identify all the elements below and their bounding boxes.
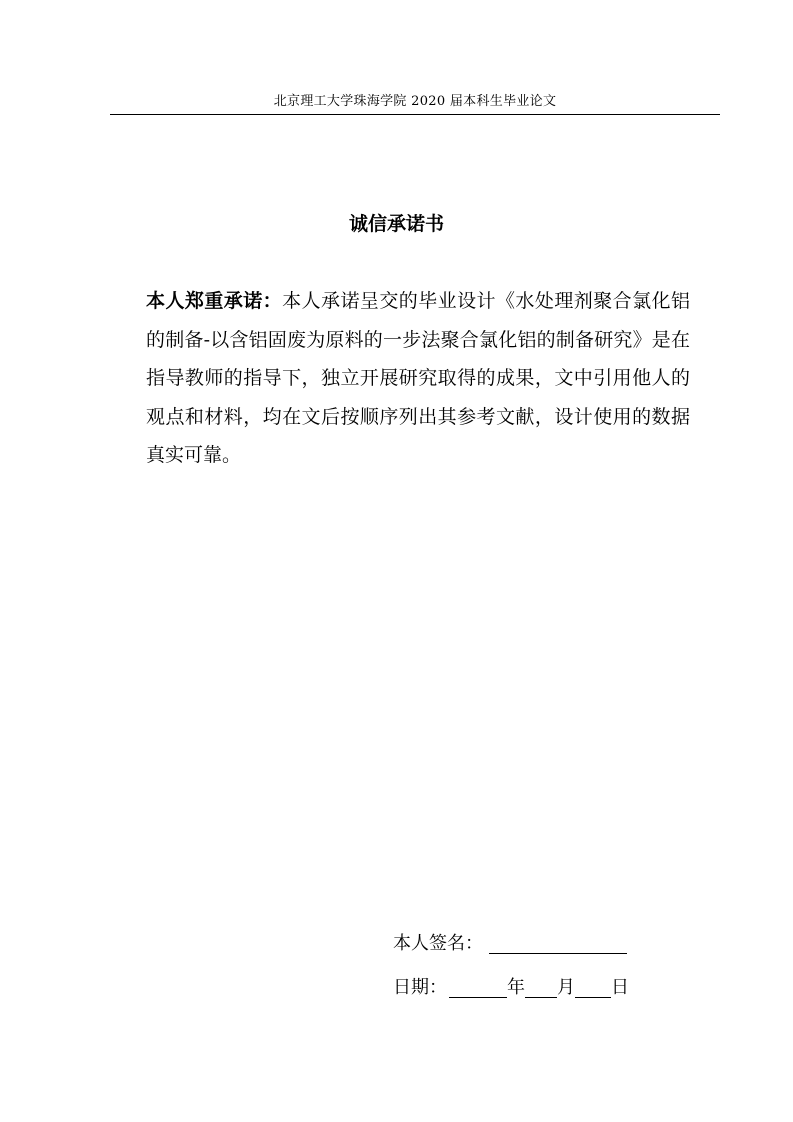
page-header: 北京理工大学珠海学院 2020 届本科生毕业论文 xyxy=(273,94,557,109)
signature-name-label: 本人签名： xyxy=(393,933,483,954)
signature-name-blank[interactable] xyxy=(489,933,627,954)
signature-name-row xyxy=(393,931,629,957)
signature-block xyxy=(393,931,629,1001)
date-year-blank[interactable] xyxy=(449,977,507,998)
signature-date-row xyxy=(393,975,629,1001)
date-month-blank[interactable] xyxy=(525,977,557,998)
signature-date-label: 日期： xyxy=(393,977,447,998)
date-month-label: 月 xyxy=(557,977,575,998)
pledge-paragraph xyxy=(146,282,690,475)
header-divider xyxy=(110,114,720,115)
pledge-body: 本人承诺呈交的毕业设计《水处理剂聚合氯化铝的制备-以含铝固废为原料的一步法聚合氯化铝的制备研究》是在指导教师的指导下，独立开展研究取得的成果，文中引用他人的观点和材料，均在文后按顺序列出其参考文献，设计使用的数据真实可靠。 xyxy=(146,290,690,466)
date-day-blank[interactable] xyxy=(575,977,611,998)
pledge-lead: 本人郑重承诺： xyxy=(146,290,283,312)
date-day-label: 日 xyxy=(611,977,629,998)
document-title: 诚信承诺书 xyxy=(348,213,444,235)
date-year-label: 年 xyxy=(507,977,525,998)
